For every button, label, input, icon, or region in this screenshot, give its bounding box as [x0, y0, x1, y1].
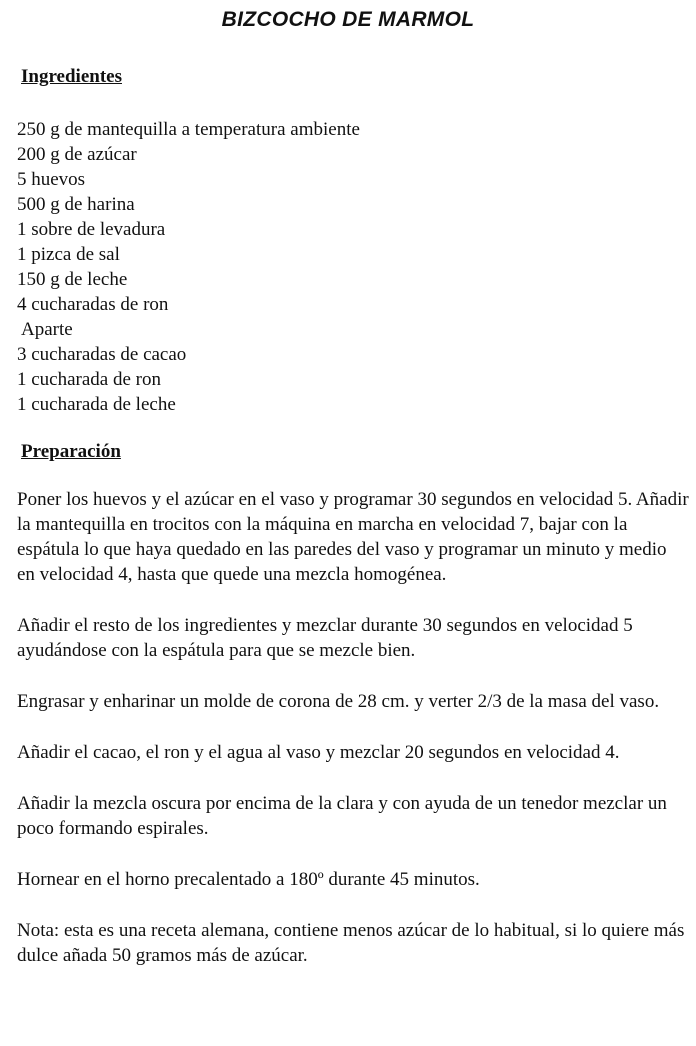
ingredient-subheading: Aparte	[21, 319, 73, 340]
preparation-step: Añadir el cacao, el ron y el agua al vaso y mezclar 20 segundos en velocidad 4.	[17, 742, 620, 763]
ingredient-item: 3 cucharadas de cacao	[17, 344, 187, 365]
preparation-step: Hornear en el horno precalentado a 180º durante 45 minutos.	[17, 869, 480, 890]
ingredient-item: 250 g de mantequilla a temperatura ambiente	[17, 119, 360, 140]
recipe-title: BIZCOCHO DE MARMOL	[221, 8, 475, 31]
ingredients-heading: Ingredientes	[21, 66, 122, 87]
preparation-step: Poner los huevos y el azúcar en el vaso y programar 30 segundos en velocidad 5. Añadir la mantequilla en trocitos con la máquina en marcha en velocidad 7, bajar con la espátula lo que haya quedado en las paredes del vaso y programar un minuto y medio en velocidad 4, hasta que quede una mezcla homogénea.	[17, 489, 689, 585]
ingredient-item: 200 g de azúcar	[17, 144, 137, 165]
ingredient-item: 4 cucharadas de ron	[17, 294, 169, 315]
ingredient-item: 1 pizca de sal	[17, 244, 120, 265]
ingredient-item: 150 g de leche	[17, 269, 128, 290]
preparation-heading: Preparación	[21, 441, 121, 462]
ingredients-list	[17, 117, 360, 417]
ingredient-item: 1 cucharada de leche	[17, 394, 176, 415]
preparation-steps	[17, 487, 689, 994]
preparation-step: Añadir el resto de los ingredientes y mezclar durante 30 segundos en velocidad 5 ayudándose con la espátula para que se mezcle bien.	[17, 615, 633, 661]
preparation-step: Añadir la mezcla oscura por encima de la clara y con ayuda de un tenedor mezclar un poco formando espirales.	[17, 793, 667, 839]
recipe-note: Nota: esta es una receta alemana, contiene menos azúcar de lo habitual, si lo quiere más dulce añada 50 gramos más de azúcar.	[17, 920, 685, 966]
ingredient-item: 1 sobre de levadura	[17, 219, 166, 240]
ingredient-item: 5 huevos	[17, 169, 86, 190]
preparation-step: Engrasar y enharinar un molde de corona de 28 cm. y verter 2/3 de la masa del vaso.	[17, 691, 660, 712]
ingredient-item: 500 g de harina	[17, 194, 135, 215]
ingredient-item: 1 cucharada de ron	[17, 369, 162, 390]
